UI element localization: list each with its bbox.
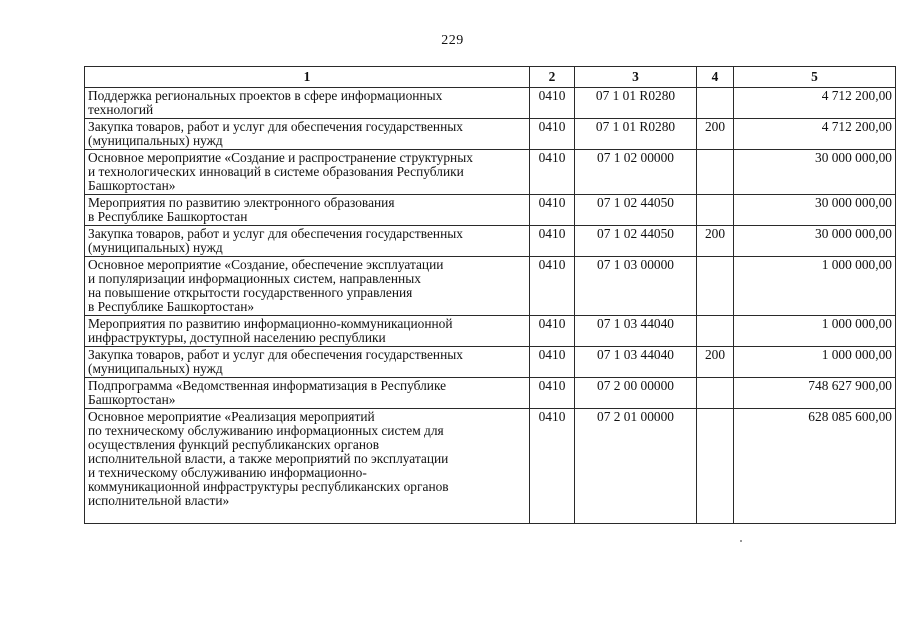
row-expense-type xyxy=(697,195,734,226)
row-name: Основное мероприятие «Создание и распространение структурных и технологических инноваций в системе образования Республики Башкортостан» xyxy=(85,150,530,195)
row-name: Поддержка региональных проектов в сфере информационных технологий xyxy=(85,88,530,119)
header-col-1: 1 xyxy=(85,67,530,88)
row-section-code: 0410 xyxy=(530,226,575,257)
table-row xyxy=(85,88,896,119)
row-expense-type xyxy=(697,409,734,524)
row-section-code: 0410 xyxy=(530,347,575,378)
row-section-code: 0410 xyxy=(530,378,575,409)
table-row xyxy=(85,316,896,347)
table-row xyxy=(85,119,896,150)
row-name: Закупка товаров, работ и услуг для обеспечения государственных (муниципальных) нужд xyxy=(85,226,530,257)
row-expense-type xyxy=(697,88,734,119)
row-target-code: 07 1 02 44050 xyxy=(575,195,697,226)
header-col-3: 3 xyxy=(575,67,697,88)
row-target-code: 07 1 02 44050 xyxy=(575,226,697,257)
row-amount: 628 085 600,00 xyxy=(734,409,896,524)
row-target-code: 07 2 01 00000 xyxy=(575,409,697,524)
row-expense-type xyxy=(697,150,734,195)
row-amount: 30 000 000,00 xyxy=(734,150,896,195)
table-header-row xyxy=(85,67,896,88)
table-row xyxy=(85,409,896,524)
row-expense-type xyxy=(697,378,734,409)
row-target-code: 07 1 02 00000 xyxy=(575,150,697,195)
row-target-code: 07 1 03 44040 xyxy=(575,316,697,347)
row-amount: 30 000 000,00 xyxy=(734,195,896,226)
table-row xyxy=(85,226,896,257)
row-section-code: 0410 xyxy=(530,119,575,150)
row-target-code: 07 1 03 44040 xyxy=(575,347,697,378)
table-row xyxy=(85,378,896,409)
row-section-code: 0410 xyxy=(530,257,575,316)
row-name: Мероприятия по развитию информационно-коммуникационной инфраструктуры, доступной населению республики xyxy=(85,316,530,347)
header-col-4: 4 xyxy=(697,67,734,88)
row-name: Закупка товаров, работ и услуг для обеспечения государственных (муниципальных) нужд xyxy=(85,119,530,150)
row-expense-type: 200 xyxy=(697,226,734,257)
row-expense-type: 200 xyxy=(697,119,734,150)
row-section-code: 0410 xyxy=(530,409,575,524)
row-amount: 4 712 200,00 xyxy=(734,119,896,150)
row-amount: 1 000 000,00 xyxy=(734,347,896,378)
row-section-code: 0410 xyxy=(530,195,575,226)
table-row xyxy=(85,257,896,316)
row-section-code: 0410 xyxy=(530,316,575,347)
row-name: Закупка товаров, работ и услуг для обеспечения государственных (муниципальных) нужд xyxy=(85,347,530,378)
row-amount: 4 712 200,00 xyxy=(734,88,896,119)
row-section-code: 0410 xyxy=(530,88,575,119)
row-amount: 1 000 000,00 xyxy=(734,257,896,316)
table-row xyxy=(85,347,896,378)
row-target-code: 07 2 00 00000 xyxy=(575,378,697,409)
row-amount: 30 000 000,00 xyxy=(734,226,896,257)
row-expense-type: 200 xyxy=(697,347,734,378)
row-amount: 1 000 000,00 xyxy=(734,316,896,347)
page-number: 229 xyxy=(441,33,464,48)
row-name: Основное мероприятие «Реализация мероприятий по техническому обслуживанию информационных систем для осуществления функций республиканских органов исполнительной власти, а также мероприятий по эксплуатации и техническому обслуживанию информационно- коммуникационной инфраструктуры республиканских органов исполнительной власти» xyxy=(85,409,530,524)
row-target-code: 07 1 01 R0280 xyxy=(575,88,697,119)
row-target-code: 07 1 03 00000 xyxy=(575,257,697,316)
row-name: Подпрограмма «Ведомственная информатизация в Республике Башкортостан» xyxy=(85,378,530,409)
row-target-code: 07 1 01 R0280 xyxy=(575,119,697,150)
row-name: Основное мероприятие «Создание, обеспечение эксплуатации и популяризации информационных систем, направленных на повышение открытости государственного управления в Республике Башкортостан» xyxy=(85,257,530,316)
header-col-5: 5 xyxy=(734,67,896,88)
table-row xyxy=(85,195,896,226)
row-expense-type xyxy=(697,257,734,316)
table-row xyxy=(85,150,896,195)
row-expense-type xyxy=(697,316,734,347)
row-name: Мероприятия по развитию электронного образования в Республике Башкортостан xyxy=(85,195,530,226)
header-col-2: 2 xyxy=(530,67,575,88)
row-amount: 748 627 900,00 xyxy=(734,378,896,409)
row-section-code: 0410 xyxy=(530,150,575,195)
scan-speck xyxy=(740,540,742,542)
budget-table xyxy=(84,66,896,524)
